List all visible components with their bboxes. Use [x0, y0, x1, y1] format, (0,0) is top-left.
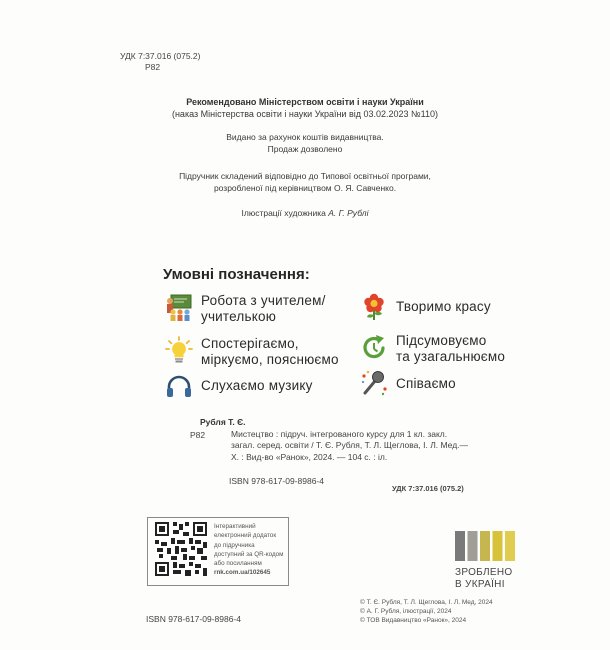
- program-note: [0, 170, 610, 194]
- circular-arrow-icon: [360, 333, 388, 361]
- legend-item-listen: [165, 372, 313, 400]
- legend-text: учителькою: [201, 309, 277, 324]
- copyright-block: [360, 598, 493, 625]
- copyright-line: © ТОВ Видавництво «Ранок», 2024: [360, 617, 467, 624]
- qr-line: Інтерактивний: [214, 523, 256, 530]
- biblio-udc: УДК 7:37.016 (075.2): [392, 484, 464, 493]
- udc-header: [120, 51, 200, 73]
- publication-note: [0, 131, 610, 155]
- made-in-ukraine-bars-icon: [455, 531, 517, 561]
- teacher-icon: [165, 293, 193, 321]
- illustrator-name: А. Г. Рублі: [328, 208, 369, 218]
- legend-text: міркуємо, пояснюємо: [201, 352, 339, 367]
- udc-code: УДК 7:37.016 (075.2): [120, 51, 201, 61]
- legend-title: Умовні позначення:: [163, 266, 310, 283]
- qr-description: [214, 522, 283, 578]
- biblio-line: Х. : Вид-во «Ранок», 2024. — 104 с. : іл.: [231, 451, 388, 462]
- program-line-2: розробленої під керівництвом О. Я. Савченко.: [213, 183, 397, 193]
- qr-code-icon[interactable]: [155, 522, 207, 576]
- footer-isbn: ISBN 978-617-09-8986-4: [146, 614, 241, 624]
- biblio-line: Мистецтво : підруч. інтегрованого курсу для 1 кл. закл.: [231, 428, 448, 439]
- biblio-index: Р82: [190, 430, 206, 440]
- qr-line: або посиланням: [214, 560, 262, 568]
- recommendation-block: [0, 96, 610, 120]
- microphone-icon: [360, 368, 388, 396]
- made-in-stripe: [505, 531, 515, 561]
- copyright-line: © Т. Є. Рубля, Т. Л. Щеглова, І. Л. Мед, 2024: [360, 599, 493, 606]
- legend-item-beauty: [360, 293, 491, 321]
- illustrator-prefix: Ілюстрації художника: [241, 208, 329, 218]
- legend-label-beauty: Творимо красу: [396, 299, 491, 314]
- headphones-icon: [165, 372, 193, 400]
- legend-item-observe: [165, 336, 339, 368]
- legend-label-teacher: [201, 293, 326, 325]
- program-line-1: Підручник складений відповідно до Типової освітньої програми,: [179, 171, 431, 181]
- biblio-line: загал. серед. освіти / Т. Є. Рубля, Т. Л. Щеглова, І. Л. Мед.—: [231, 440, 469, 450]
- biblio-author: Рубля Т. Є.: [200, 417, 246, 427]
- legend-text: та узагальнюємо: [396, 349, 506, 364]
- made-in-stripe: [468, 531, 478, 561]
- made-in-stripe: [455, 531, 465, 561]
- illustrator-credit: [0, 208, 610, 218]
- sale-allowed-line: Продаж дозволено: [267, 144, 343, 154]
- legend-text: Підсумовуємо: [396, 333, 487, 348]
- made-in-line-2: В УКРАЇНІ: [455, 579, 505, 590]
- made-in-stripe: [480, 531, 490, 561]
- legend-text: Робота з учителем/: [201, 293, 326, 308]
- legend-item-sing: [360, 368, 456, 396]
- udc-index: Р82: [145, 62, 161, 72]
- legend-item-teacher: [165, 293, 326, 325]
- legend-label-summary: [396, 333, 505, 365]
- legend-label-listen: Слухаємо музику: [201, 378, 313, 393]
- qr-line: електронний додаток: [214, 532, 277, 540]
- qr-link[interactable]: rnk.com.ua/102645: [214, 569, 271, 577]
- qr-line: доступний за QR-кодом: [214, 550, 284, 558]
- bibliographic-record: [200, 417, 500, 463]
- legend-item-summary: [360, 333, 505, 365]
- copyright-line: © А. Г. Рубля, ілюстрації, 2024: [360, 608, 452, 615]
- made-in-stripe: [493, 531, 503, 561]
- legend-label-sing: Співаємо: [396, 376, 456, 391]
- lightbulb-icon: [165, 336, 193, 364]
- recommendation-order: (наказ Міністерства освіти і науки України від 03.02.2023 №110): [171, 109, 439, 119]
- biblio-isbn: ISBN 978-617-09-8986-4: [229, 476, 324, 486]
- publication-line: Видано за рахунок коштів видавництва.: [226, 132, 384, 142]
- made-in-ukraine-badge: [455, 531, 517, 590]
- legend-label-observe: [201, 336, 339, 368]
- recommendation-title: Рекомендовано Міністерством освіти і науки України: [186, 97, 424, 107]
- flower-icon: [360, 293, 388, 321]
- made-in-line-1: ЗРОБЛЕНО: [455, 567, 513, 578]
- qr-line: до підручника: [214, 541, 255, 549]
- legend-text: Спостерігаємо,: [201, 336, 299, 351]
